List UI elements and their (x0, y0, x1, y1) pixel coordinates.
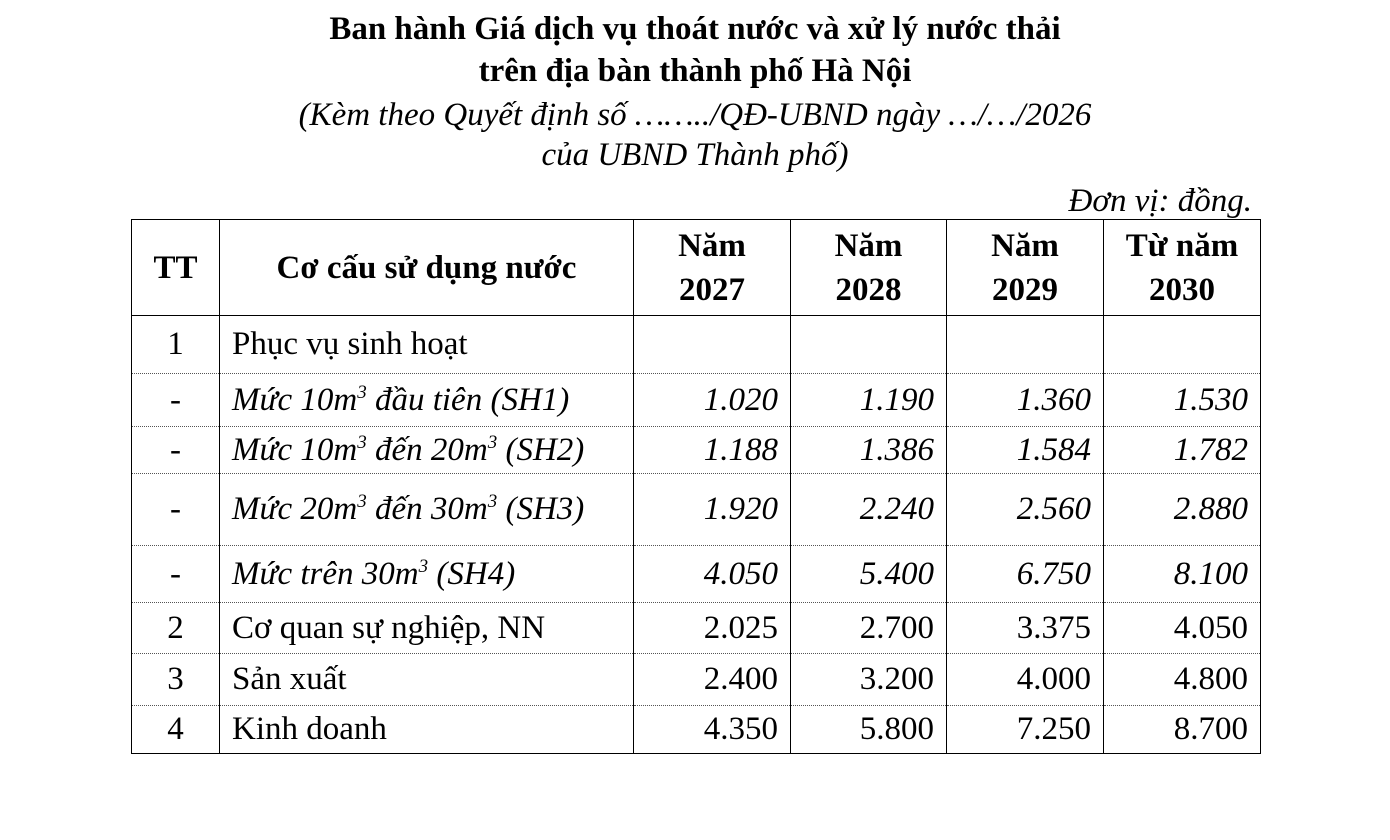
cell-2027: 1.188 (634, 427, 791, 474)
row-tt: 4 (132, 706, 220, 754)
row-tt: 1 (132, 316, 220, 374)
document-subtitle-line-2: của UBND Thành phố) (541, 137, 849, 173)
cell-2027: 1.020 (634, 374, 791, 427)
cell-2029: 2.560 (947, 474, 1104, 546)
document-title-line-2: trên địa bàn thành phố Hà Nội (478, 53, 912, 89)
row-label: Phục vụ sinh hoạt (220, 316, 634, 374)
row-tt: 3 (132, 654, 220, 706)
row-tt: - (132, 546, 220, 603)
row-label (220, 427, 634, 474)
row-label-part: Mức 10m (232, 431, 358, 468)
cell-2028: 1.190 (791, 374, 947, 427)
table-header-row (132, 220, 1261, 316)
cell-2028: 1.386 (791, 427, 947, 474)
cell-2027: 4.350 (634, 706, 791, 754)
row-label-part: (SH4) (428, 555, 516, 592)
row-label: Kinh doanh (220, 706, 634, 754)
header-2030-line1: Từ năm (1125, 227, 1239, 264)
row-label: Cơ quan sự nghiệp, NN (220, 603, 634, 654)
row-tt: - (132, 374, 220, 427)
price-table (131, 219, 1261, 754)
cell-2028: 3.200 (791, 654, 947, 706)
cell-2030: 8.100 (1104, 546, 1261, 603)
cell-2030: 4.800 (1104, 654, 1261, 706)
unit-label: Đơn vị: đồng. (1068, 183, 1252, 219)
document-title-line-1: Ban hành Giá dịch vụ thoát nước và xử lý nước thải (329, 11, 1061, 47)
table-row (132, 316, 1261, 374)
cell-2029: 1.584 (947, 427, 1104, 474)
table-row (132, 603, 1261, 654)
row-label-superscript: 3 (487, 431, 498, 453)
cell-2030: 1.782 (1104, 427, 1261, 474)
row-label-part: Mức 10m (232, 381, 358, 418)
cell-2030: 1.530 (1104, 374, 1261, 427)
row-label-part: đến 20m (366, 431, 488, 468)
header-2028 (791, 220, 947, 316)
row-label-part: đến 30m (366, 491, 488, 527)
cell-2030: 2.880 (1104, 474, 1261, 546)
row-label-superscript: 3 (357, 381, 367, 403)
header-2030-line2: 2030 (1149, 271, 1215, 308)
table-row (132, 706, 1261, 754)
cell-2028: 2.240 (791, 474, 947, 546)
cell-2027: 2.400 (634, 654, 791, 706)
table-row (132, 474, 1261, 546)
row-label-superscript: 3 (357, 431, 367, 453)
cell-2028: 2.700 (791, 603, 947, 654)
row-label: Sản xuất (220, 654, 634, 706)
header-tt: TT (132, 220, 220, 316)
table-row (132, 654, 1261, 706)
row-label-part: Mức 20m (232, 491, 358, 527)
cell-2029: 6.750 (947, 546, 1104, 603)
header-2027-line1: Năm (678, 227, 746, 264)
cell-2027: 2.025 (634, 603, 791, 654)
row-tt: - (132, 474, 220, 546)
row-tt: - (132, 427, 220, 474)
row-label (220, 374, 634, 427)
row-label-part: (SH2) (497, 431, 585, 468)
row-label-part: đầu tiên (SH1) (366, 381, 570, 418)
table-row (132, 374, 1261, 427)
cell-2027: 4.050 (634, 546, 791, 603)
row-label-superscript: 3 (487, 491, 498, 512)
row-label-part: Mức trên 30m (232, 555, 419, 592)
row-label (220, 474, 634, 546)
header-2029 (947, 220, 1104, 316)
header-2028-line2: 2028 (835, 271, 902, 308)
row-label (220, 546, 634, 603)
document-subtitle-line-1: (Kèm theo Quyết định số ……../QĐ-UBND ngày …/…/2026 (298, 97, 1092, 133)
header-2027 (634, 220, 791, 316)
cell-2027 (634, 316, 791, 374)
cell-2030: 4.050 (1104, 603, 1261, 654)
table-row (132, 546, 1261, 603)
row-tt: 2 (132, 603, 220, 654)
row-label-superscript: 3 (418, 555, 429, 577)
cell-2029 (947, 316, 1104, 374)
cell-2028: 5.800 (791, 706, 947, 754)
header-2029-line2: 2029 (992, 271, 1058, 308)
cell-2028 (791, 316, 947, 374)
cell-2029: 3.375 (947, 603, 1104, 654)
cell-2028: 5.400 (791, 546, 947, 603)
cell-2030 (1104, 316, 1261, 374)
header-2027-line2: 2027 (679, 271, 745, 308)
cell-2030: 8.700 (1104, 706, 1261, 754)
row-label-superscript: 3 (357, 491, 367, 512)
cell-2029: 1.360 (947, 374, 1104, 427)
header-2029-line1: Năm (991, 227, 1059, 264)
cell-2029: 4.000 (947, 654, 1104, 706)
cell-2029: 7.250 (947, 706, 1104, 754)
row-label-part: (SH3) (497, 491, 585, 527)
cell-2027: 1.920 (634, 474, 791, 546)
table-row (132, 427, 1261, 474)
header-structure: Cơ cấu sử dụng nước (220, 220, 634, 316)
header-2028-line1: Năm (834, 227, 903, 264)
header-2030 (1104, 220, 1261, 316)
